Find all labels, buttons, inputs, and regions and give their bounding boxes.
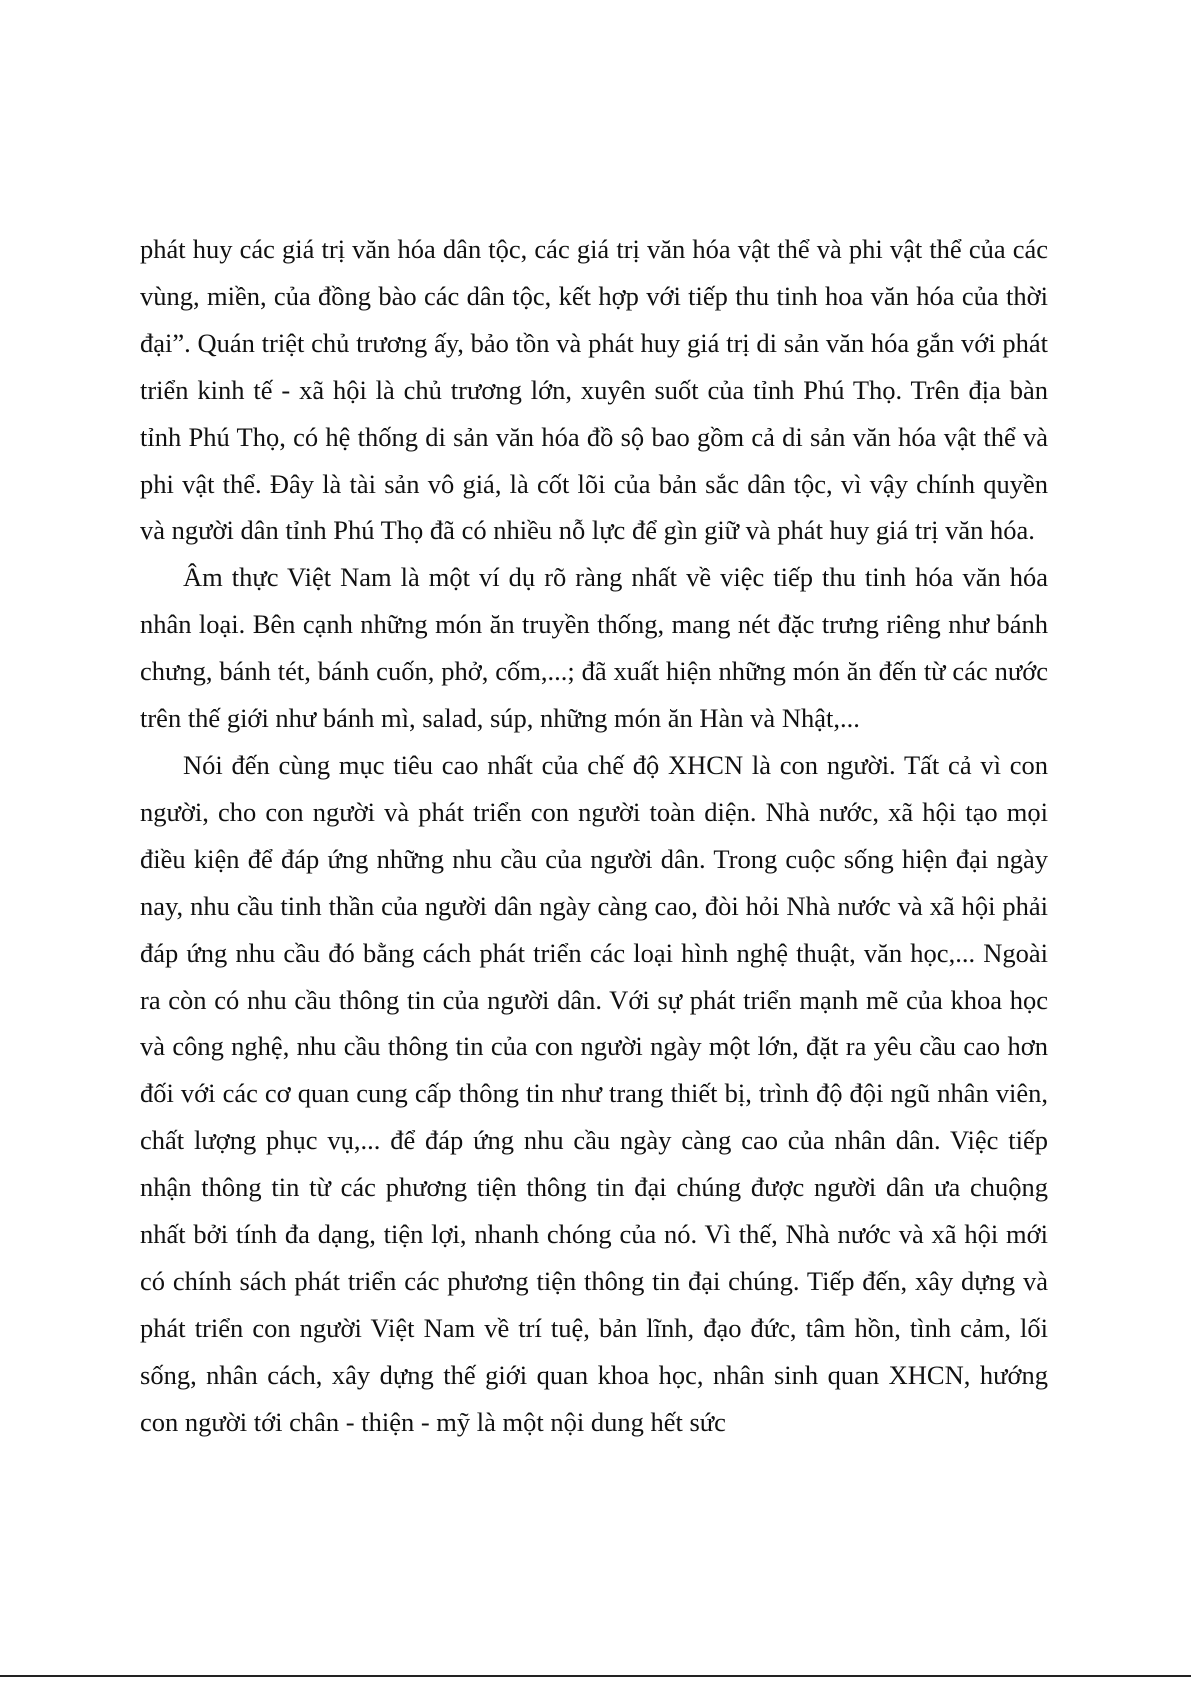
paragraph-people: Nói đến cùng mục tiêu cao nhất của chế độ XHCN là con người. Tất cả vì con người, cho con người và phát triển con người toàn diện. Nhà nước, xã hội tạo mọi điều kiện để đáp ứng những nhu cầu của người dân. Trong cuộc sống hiện đại ngày nay, nhu cầu tinh thần của người dân ngày càng cao, đòi hỏi Nhà nước và xã hội phải đáp ứng nhu cầu đó bằng cách phát triển các loại hình nghệ thuật, văn học,... Ngoài ra còn có nhu cầu thông tin của người dân. Với sự phát triển mạnh mẽ của khoa học và công nghệ, nhu cầu thông tin của con người ngày một lớn, đặt ra yêu cầu cao hơn đối với các cơ quan cung cấp thông tin như trang thiết bị, trình độ đội ngũ nhân viên, chất lượng phục vụ,... để đáp ứng nhu cầu ngày càng cao của nhân dân. Việc tiếp nhận thông tin từ các phương tiện thông tin đại chúng được người dân ưa chuộng nhất bởi tính đa dạng, tiện lợi, nhanh chóng của nó. Vì thế, Nhà nước và xã hội mới có chính sách phát triển các phương tiện thông tin đại chúng. Tiếp đến, xây dựng và phát triển con người Việt Nam về trí tuệ, bản lĩnh, đạo đức, tâm hồn, tình cảm, lối sống, nhân cách, xây dựng thế giới quan khoa học, nhân sinh quan XHCN, hướng con người tới chân - thiện - mỹ là một nội dung hết sức (140, 749, 1048, 1437)
paragraph-cuisine: Âm thực Việt Nam là một ví dụ rõ ràng nhất về việc tiếp thu tinh hóa văn hóa nhân loại. Bên cạnh những món ăn truyền thống, mang nét đặc trưng riêng như bánh chưng, bánh tét, bánh cuốn, phở, cốm,...; đã xuất hiện những món ăn đến từ các nước trên thế giới như bánh mì, salad, súp, những món ăn Hàn và Nhật,... (140, 562, 1048, 734)
paragraph-continuation: phát huy các giá trị văn hóa dân tộc, các giá trị văn hóa vật thể và phi vật thể của các vùng, miền, của đồng bào các dân tộc, kết hợp với tiếp thu tinh hoa văn hóa của thời đại”. Quán triệt chủ trương ấy, bảo tồn và phát huy giá trị di sản văn hóa gắn với phát triển kinh tế - xã hội là chủ trương lớn, xuyên suốt của tỉnh Phú Thọ. Trên địa bàn tỉnh Phú Thọ, có hệ thống di sản văn hóa đồ sộ bao gồm cả di sản văn hóa vật thể và phi vật thể. Đây là tài sản vô giá, là cốt lõi của bản sắc dân tộc, vì vậy chính quyền và người dân tỉnh Phú Thọ đã có nhiều nỗ lực để gìn giữ và phát huy giá trị văn hóa. (140, 234, 1048, 546)
body-text (140, 226, 1048, 1446)
page-bottom-rule (0, 1675, 1191, 1677)
